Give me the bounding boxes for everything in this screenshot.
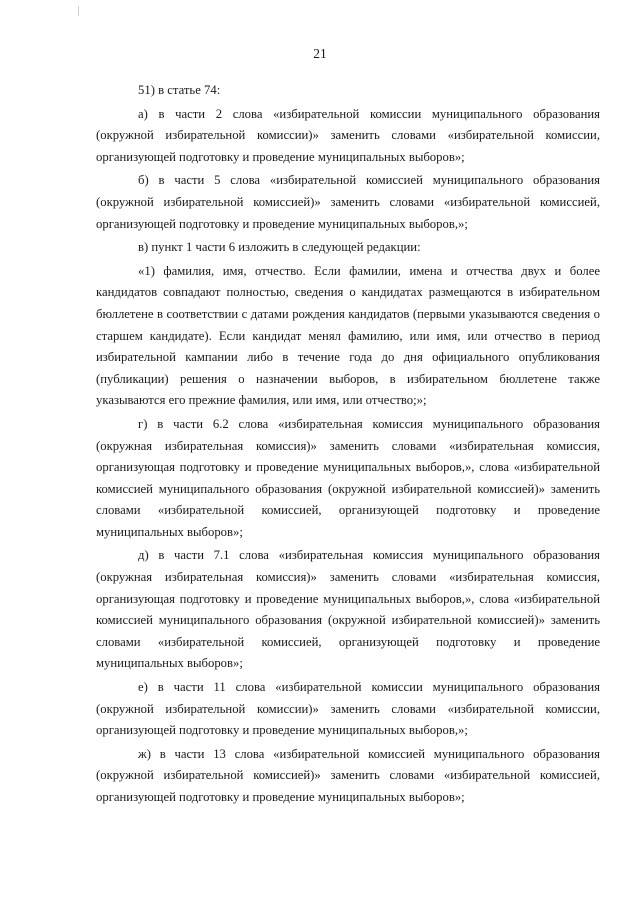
paragraph-quoted-point-1: «1) фамилия, имя, отчество. Если фамилии, имена и отчества двух и более кандидатов совпадают полностью, сведения о кандидатах размещаются в избирательном бюллетене в соответствии с датами рождения кандидатов (первыми указываются сведения о старшем кандидате). Если кандидат менял фамилию, или имя, или отчество в период избирательной кампании либо в течение года до дня официального опубликования (публикации) решения о назначении выборов, в избирательном бюллетене также указываются его прежние фамилия, или имя, или отчество;»; [96, 263, 600, 408]
paragraph-item-d: д) в части 7.1 слова «избирательная комиссия муниципального образования (окружная избирательная комиссия)» заменить словами «избирательная комиссия, организующая подготовку и проведение муниципальных выборов,», слова «избирательной комиссией муниципального образования (окружной избирательной комиссией)» заменить словами «избирательной комиссией, организующей подготовку и проведение муниципальных выборов»; [96, 548, 600, 671]
paragraph-item-v: в) пункт 1 части 6 изложить в следующей редакции: [138, 240, 421, 255]
paragraph-item-b: б) в части 5 слова «избирательной комиссией муниципального образования (окружной избирательной комиссией)» заменить словами «избирательной комиссией, организующей подготовку и проведение муниципальных выборов,»; [96, 173, 600, 231]
paragraph-item-e: е) в части 11 слова «избирательной комиссии муниципального образования (окружной избирательной комиссии)» заменить словами «избирательной комиссии, организующей подготовку и проведение муниципальных выборов,»; [96, 680, 600, 738]
paragraph-item-a: а) в части 2 слова «избирательной комиссии муниципального образования (окружной избирательной комиссии)» заменить словами «избирательной комиссии, организующей подготовку и проведение муниципальных выборов»; [96, 106, 600, 164]
paragraph-item-g: г) в части 6.2 слова «избирательная комиссия муниципального образования (окружная избирательная комиссия)» заменить словами «избирательная комиссия, организующая подготовку и проведение муниципальных выборов,», слова «избирательной комиссией муниципального образования (окружной избирательной комиссией)» заменить словами «избирательной комиссией, организующей подготовку и проведение муниципальных выборов»; [96, 416, 600, 539]
paragraph-item-zh: ж) в части 13 слова «избирательной комиссией муниципального образования (окружной избирательной комиссией)» заменить словами «избирательной комиссией, организующей подготовку и проведение муниципальных выборов»; [96, 746, 600, 804]
paragraph-article-74: 51) в статье 74: [138, 83, 221, 97]
page-number: 21 [313, 46, 327, 61]
scan-artifact [78, 6, 79, 16]
document-body [96, 80, 600, 809]
